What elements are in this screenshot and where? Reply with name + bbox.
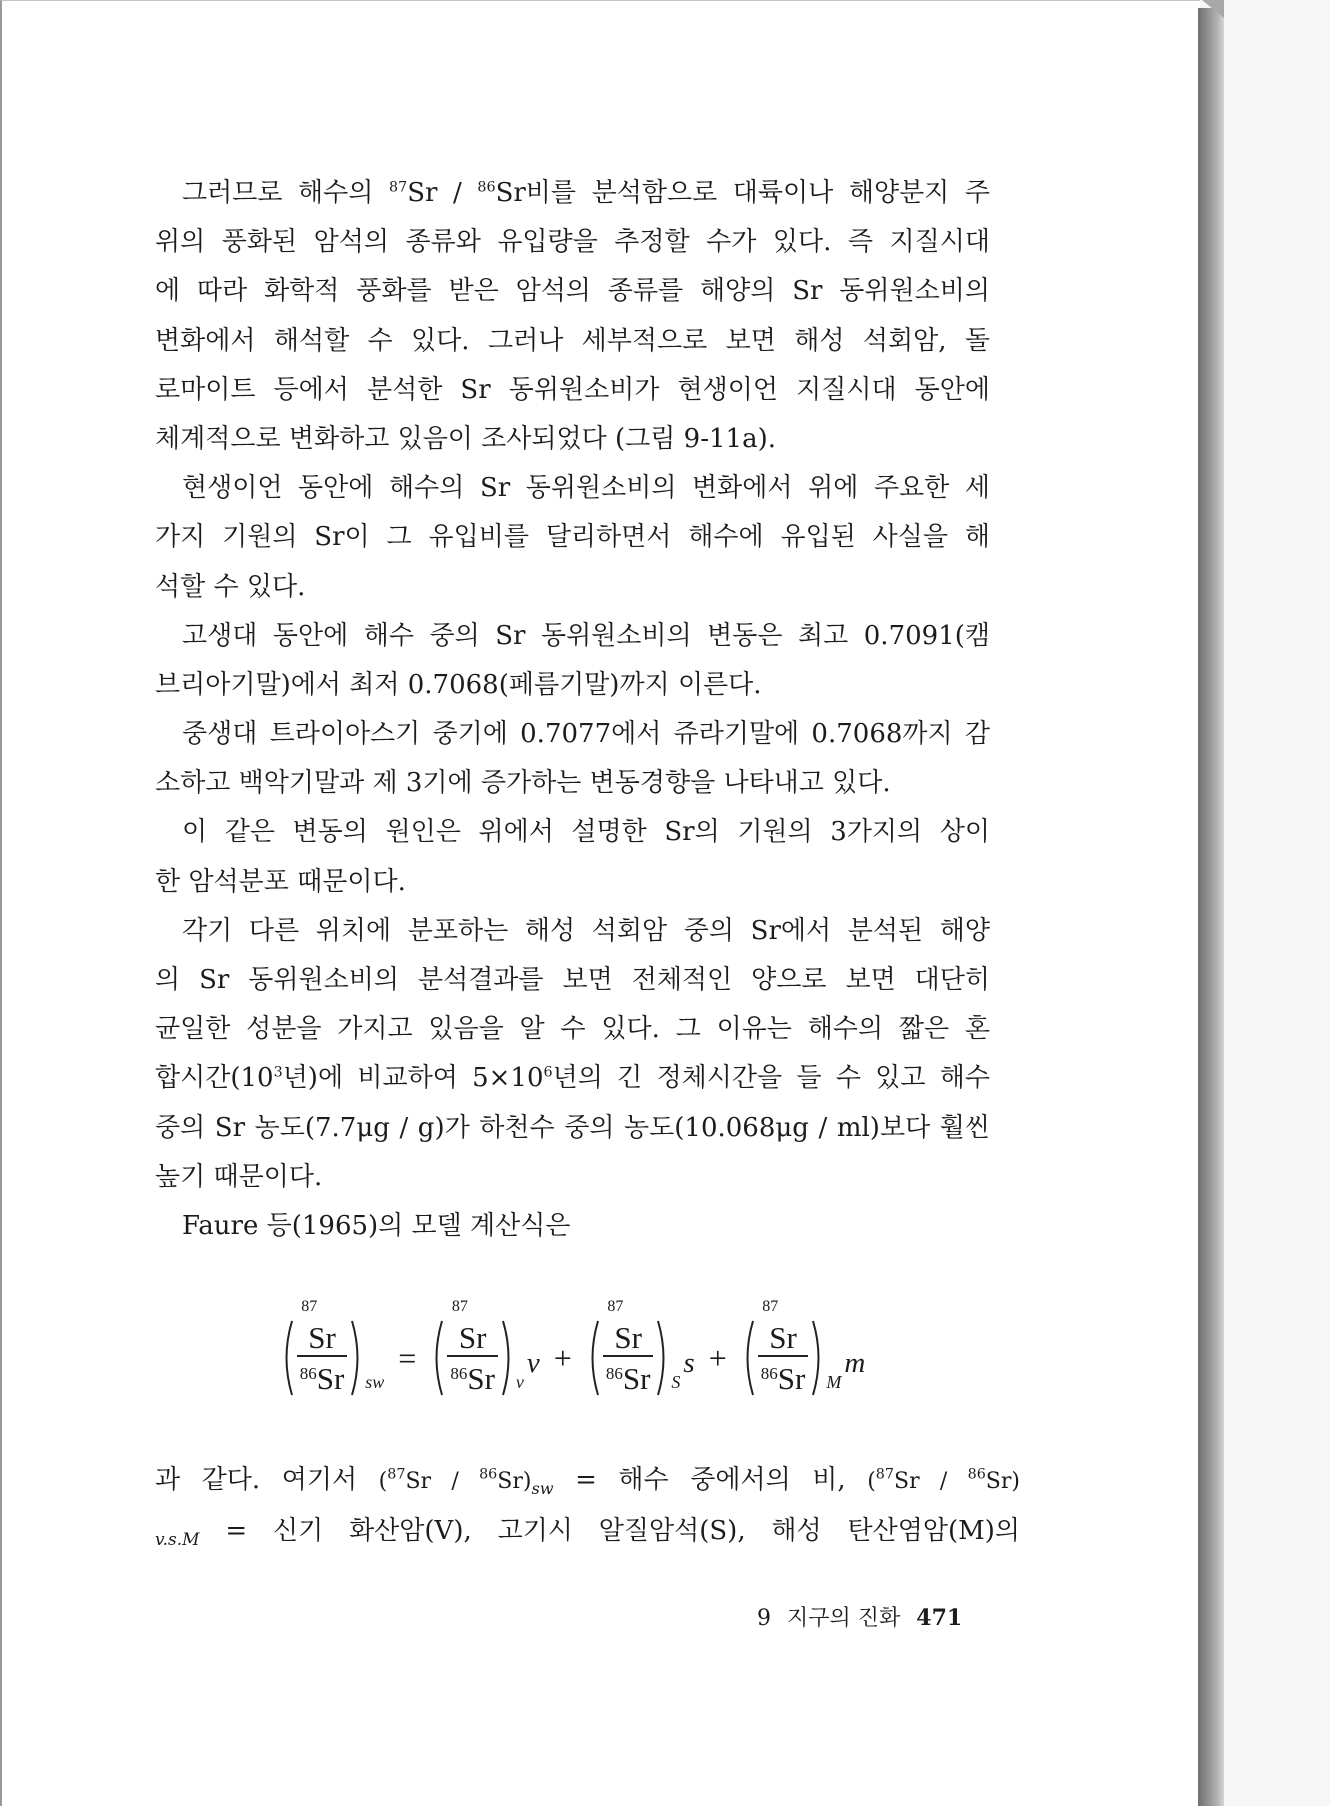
text-segment: 합시간(10	[155, 1063, 274, 1094]
isotope-ratio	[444, 1297, 501, 1396]
formula-segment: Sr /	[405, 1469, 480, 1494]
element-symbol: Sr	[769, 1319, 797, 1355]
text-line: 한 암석분포 때문이다.	[155, 866, 406, 897]
text-line: 로마이트 등에서 분석한 Sr 동위원소비가 현생이언 지질시대 동안에	[155, 374, 990, 405]
plus-sign: +	[553, 1339, 572, 1376]
page-edge-curl	[1192, 0, 1224, 18]
mass-number: 87	[388, 179, 408, 196]
formula-segment: Sr)	[497, 1469, 532, 1494]
exponent: 6	[543, 1064, 553, 1081]
mass-number: 86	[299, 1363, 317, 1383]
left-paren	[280, 1319, 294, 1397]
mass-number: 87	[451, 1297, 468, 1315]
mass-number: 86	[479, 1466, 498, 1483]
denominator	[297, 1357, 348, 1396]
term-subscript: M	[826, 1372, 842, 1392]
text-line: 이 같은 변동의 원인은 위에서 설명한 Sr의 기원의 3가지의 상이	[182, 817, 990, 848]
text-segment: 년)에 비교하여 5×10	[282, 1063, 544, 1094]
text-segment: 년의 긴 정체시간을 들 수 있고 해수	[552, 1063, 991, 1094]
numerator	[451, 1297, 490, 1355]
text-line: 높기 때문이다.	[155, 1161, 323, 1192]
denominator	[758, 1357, 809, 1396]
equation-term-sialic	[586, 1297, 695, 1397]
isotope-ratio	[294, 1297, 351, 1396]
formula-segment: Sr /	[894, 1469, 968, 1494]
text-line: 중생대 트라이아스기 중기에 0.7077에서 쥬라기말에 0.7068까지 감	[182, 719, 990, 750]
text-segment: = 신기 화산암(V), 고기시 알질암석(S), 해성 탄산염암(M)의	[199, 1516, 1020, 1546]
paragraph	[155, 1202, 990, 1251]
paragraph	[155, 464, 990, 612]
right-paren	[350, 1319, 364, 1397]
term-subscript: sw	[365, 1372, 385, 1392]
term-subscript: v	[515, 1372, 524, 1392]
text-line: 균일한 성분을 가지고 있음을 알 수 있다. 그 이유는 해수의 짧은 혼	[155, 1014, 990, 1045]
mass-number: 86	[450, 1363, 468, 1383]
mass-number: 86	[605, 1363, 623, 1383]
left-paren	[741, 1319, 755, 1397]
text-line: 각기 다른 위치에 분포하는 해성 석회암 중의 Sr에서 분석된 해양	[182, 915, 990, 946]
formula-segment: (	[867, 1469, 876, 1494]
text-segment: Sr /	[407, 178, 478, 208]
equation-term-marine	[741, 1297, 866, 1397]
formula-segment: Sr)	[985, 1469, 1020, 1494]
text-line: 변화에서 해석할 수 있다. 그러나 세부적으로 보면 해성 석회암, 돌	[155, 325, 990, 356]
paragraph	[155, 808, 990, 906]
text-line: 소하고 백악기말과 제 3기에 증가하는 변동경향을 나타내고 있다.	[155, 768, 891, 799]
mass-number: 87	[762, 1297, 779, 1315]
exponent: 3	[273, 1064, 283, 1081]
denominator	[603, 1357, 654, 1396]
numerator	[301, 1297, 339, 1355]
mass-number: 87	[875, 1466, 894, 1483]
closing-paragraph	[155, 1455, 1020, 1557]
mass-number: 86	[760, 1363, 778, 1383]
paragraph	[155, 612, 990, 710]
numerator	[762, 1297, 800, 1355]
element-symbol: Sr	[308, 1319, 336, 1355]
element-symbol: Sr	[622, 1360, 651, 1396]
left-paren	[586, 1319, 600, 1397]
right-paren	[501, 1319, 515, 1397]
mass-number: 87	[607, 1297, 624, 1315]
text-line: Faure 등(1965)의 모델 계산식은	[182, 1210, 571, 1241]
element-symbol: Sr	[458, 1319, 487, 1355]
term-subscript: S	[671, 1372, 681, 1392]
text-line: 중의 Sr 농도(7.7μg / g)가 하천수 중의 농도(10.068μg / ml)보다 훨씬	[155, 1112, 990, 1143]
text-line	[155, 1455, 1020, 1506]
text-line	[155, 1054, 990, 1103]
text-line: 의 Sr 동위원소비의 분석결과를 보면 전체적인 양으로 보면 대단히	[155, 965, 990, 995]
text-line: 현생이언 동안에 해수의 Sr 동위원소비의 변화에서 위에 주요한 세	[182, 473, 990, 504]
text-line: 체계적으로 변화하고 있음이 조사되었다 (그림 9-11a).	[155, 423, 776, 454]
formula-segment: (	[378, 1469, 388, 1494]
term-coefficient: s	[683, 1346, 695, 1379]
text-line	[155, 169, 990, 218]
mass-number: 86	[967, 1466, 986, 1483]
formula-subscript: v.s.M	[155, 1530, 200, 1550]
denominator	[447, 1357, 498, 1396]
chapter-number: 9	[757, 1606, 771, 1631]
paragraph	[155, 169, 990, 464]
text-line: 에 따라 화학적 풍화를 받은 암석의 종류를 해양의 Sr 동위원소비의	[155, 276, 990, 307]
paragraph	[155, 710, 990, 808]
text-segment: Sr비를 분석함으로 대륙이나 해양분지 주	[495, 178, 990, 208]
element-symbol: Sr	[467, 1360, 495, 1396]
text-segment: 그러므로 해수의	[182, 178, 389, 208]
body-text	[155, 169, 990, 1251]
element-symbol: Sr	[777, 1360, 806, 1396]
text-line: 브리아기말)에서 최저 0.7068(페름기말)까지 이른다.	[155, 669, 762, 700]
text-segment: = 해수 중에서의 비,	[553, 1465, 868, 1495]
text-line: 고생대 동안에 해수 중의 Sr 동위원소비의 변동은 최고 0.7091(캠	[182, 620, 990, 651]
page-number: 471	[916, 1605, 963, 1631]
paragraph	[155, 907, 990, 1202]
plus-sign: +	[708, 1339, 727, 1376]
right-paren	[656, 1319, 670, 1397]
element-symbol: Sr	[614, 1319, 642, 1355]
mass-number: 87	[387, 1466, 406, 1483]
text-line: 가지 기원의 Sr이 그 유입비를 달리하면서 해수에 유입된 사실을 해	[155, 522, 990, 553]
equation-term-seawater	[280, 1297, 385, 1397]
numerator	[607, 1297, 645, 1355]
equation-term-volcanic	[430, 1297, 540, 1397]
text-line: 위의 풍화된 암석의 종류와 유입량을 추정할 수가 있다. 즉 지질시대	[155, 227, 990, 258]
isotope-ratio	[600, 1297, 657, 1396]
equals-sign: =	[398, 1339, 417, 1376]
text-segment: 과 같다. 여기서	[155, 1465, 379, 1495]
isotope-ratio	[755, 1297, 812, 1396]
page-edge-shadow	[1198, 8, 1224, 1806]
chapter-title: 지구의 진화	[787, 1606, 901, 1631]
text-line: 석할 수 있다.	[155, 571, 306, 602]
term-coefficient: m	[844, 1346, 866, 1379]
mass-number: 87	[301, 1297, 318, 1315]
mass-number: 86	[477, 179, 496, 196]
left-paren	[430, 1319, 444, 1397]
right-paren	[811, 1319, 825, 1397]
formula-subscript: sw	[531, 1479, 554, 1499]
text-line	[155, 1506, 1020, 1557]
term-coefficient: v	[526, 1346, 540, 1379]
page-footer	[757, 1603, 962, 1634]
element-symbol: Sr	[316, 1360, 345, 1396]
model-equation	[155, 1297, 990, 1408]
